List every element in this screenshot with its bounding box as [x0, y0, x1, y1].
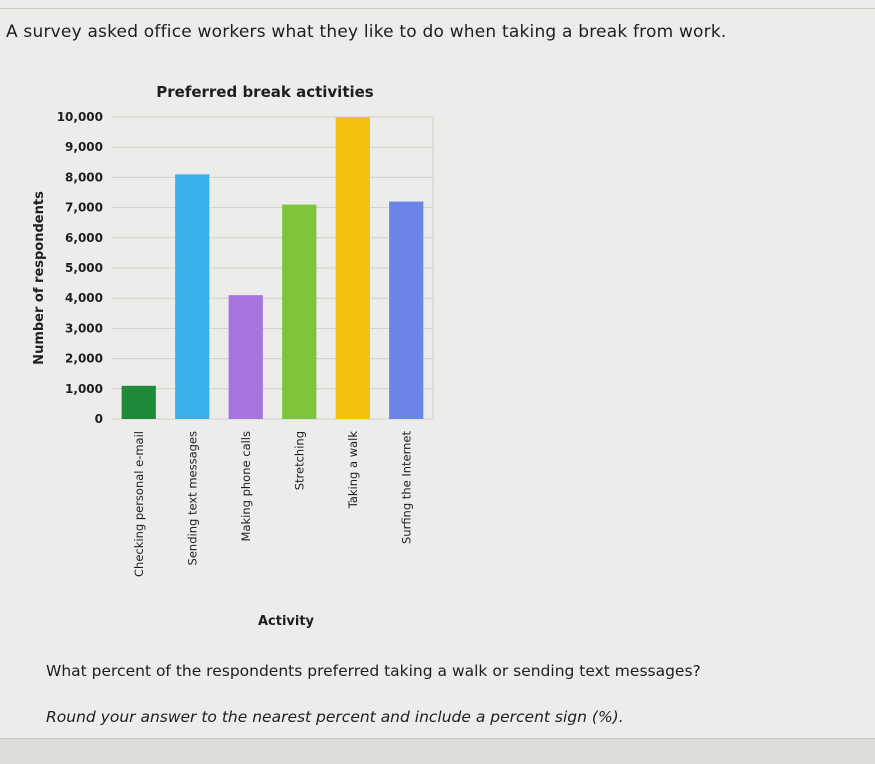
bar — [122, 386, 156, 419]
y-tick-label: 2,000 — [65, 351, 103, 366]
y-axis-label: Number of respondents — [32, 191, 47, 365]
y-tick-label: 4,000 — [65, 291, 103, 306]
question-text: What percent of the respondents preferred taking a walk or sending text messages? — [46, 662, 701, 680]
bar — [229, 295, 263, 419]
taskbar — [0, 738, 875, 764]
y-tick-label: 5,000 — [65, 261, 103, 275]
x-tick-label: Surfing the Internet — [399, 431, 414, 544]
bar — [336, 117, 370, 419]
y-tick-label: 7,000 — [65, 200, 103, 215]
y-tick-label: 8,000 — [65, 170, 103, 185]
y-tick-label: 9,000 — [65, 140, 103, 155]
bar — [282, 205, 316, 419]
x-axis-label: Activity — [257, 614, 315, 629]
instruction-text: Round your answer to the nearest percent and include a percent sign (%). — [46, 708, 624, 726]
bar — [389, 202, 423, 419]
y-tick-label: 10,000 — [56, 110, 103, 124]
y-tick-label: 6,000 — [65, 230, 103, 245]
x-tick-labels — [132, 431, 414, 577]
top-divider — [0, 8, 875, 9]
x-tick-label: Checking personal e-mail — [131, 431, 146, 577]
x-tick-label: Sending text messages — [185, 431, 200, 566]
chart-title: Preferred break activities — [156, 83, 374, 101]
bar — [175, 174, 209, 419]
y-tick-label: 0 — [94, 412, 103, 426]
y-tick-label: 1,000 — [65, 381, 103, 396]
intro-text: A survey asked office workers what they like to do when taking a break from work. — [6, 22, 727, 42]
y-tick-label: 3,000 — [65, 321, 103, 336]
gridlines — [112, 117, 433, 419]
x-tick-label: Taking a walk — [345, 431, 360, 509]
x-tick-label: Stretching — [292, 431, 307, 491]
y-tick-labels — [57, 110, 103, 426]
bar-chart — [0, 70, 480, 640]
x-tick-label: Making phone calls — [238, 431, 253, 542]
